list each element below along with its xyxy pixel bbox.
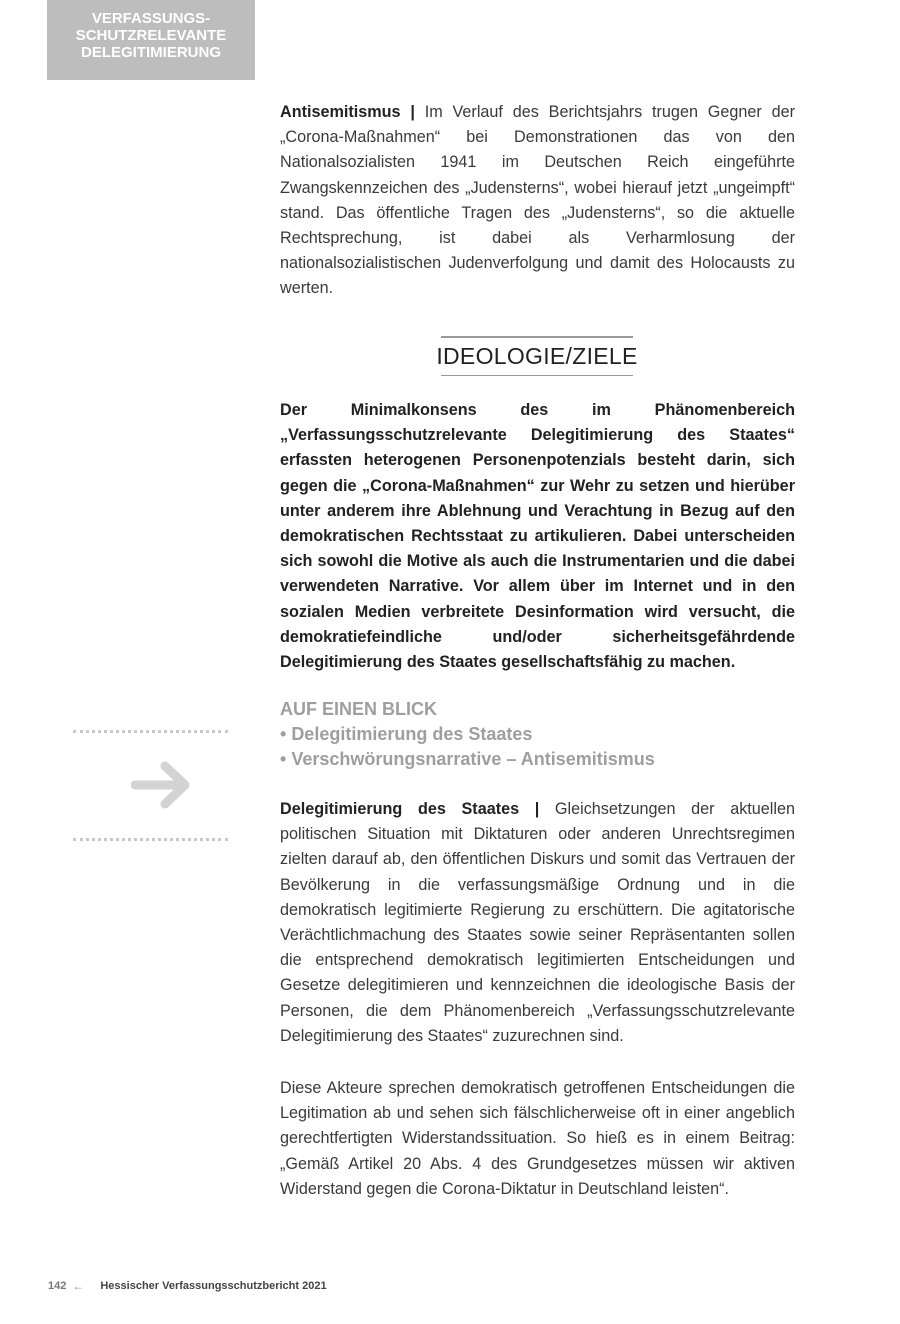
paragraph-antisemitismus	[280, 100, 795, 302]
page-number: 142	[48, 1280, 67, 1292]
section-tag	[47, 0, 255, 80]
lead-paragraph: Der Minimalkonsens des im Phänomenbereich „Verfassungsschutzrelevante Delegitimierung des Staates“ erfassten heterogenen Personenpotenzials besteht darin, sich gegen die „Corona-Maßnahmen“ zur Wehr zu setzen und hierüber unter anderem ihre Ablehnung und Verachtung in Bezug auf den demokratischen Rechtsstaat zu artikulieren. Dabei unterscheiden sich sowohl die Motive als auch die Instrumentarien und die dabei verwendeten Narrative. Vor allem über im Internet und in den sozialen Medien verbreitete Desinformation wird versucht, die demokratiefeindliche und/oder sicherheitsgefährdende Delegitimierung des Staates gesellschaftsfähig zu machen.	[280, 401, 795, 672]
section-tag-line-3: DELEGITIMIERUNG	[80, 43, 221, 61]
paragraph-label: Delegitimierung des Staates |	[280, 800, 540, 818]
section-heading: IDEOLOGIE/ZIELE	[436, 343, 638, 369]
list-item: • Delegitimierung des Staates	[280, 722, 795, 747]
dotted-divider-top	[73, 730, 228, 733]
right-arrow-icon	[131, 758, 195, 812]
page-footer	[48, 1279, 327, 1293]
paragraph-delegitimierung	[280, 797, 795, 1049]
paragraph-label: Antisemitismus |	[280, 103, 415, 121]
at-a-glance-title: AUF EINEN BLICK	[280, 699, 437, 719]
report-title: Hessischer Verfassungsschutzbericht 2021	[100, 1280, 327, 1292]
list-item: • Verschwörungsnarrative – Antisemitismus	[280, 747, 795, 772]
at-a-glance-box	[280, 697, 795, 772]
dotted-divider-bottom	[73, 838, 228, 841]
at-a-glance-list	[280, 722, 795, 772]
back-arrow-icon[interactable]: ←	[72, 1279, 85, 1293]
section-heading-box	[436, 336, 638, 376]
section-tag-line-2: SCHUTZRELEVANTE	[75, 26, 227, 44]
section-tag-line-1: VERFASSUNGS-	[91, 9, 211, 27]
paragraph-text: Gleichsetzungen der aktuellen politischen Situation mit Diktaturen oder anderen Unrechtsregimen zielten darauf ab, den öffentlichen Diskurs und somit das Vertrauen der Bevölkerung in die verfassungsmäßige Ordnung und in die demokratisch legitimierte Regierung zu erschüttern. Die agitatorische Verächtlichmachung des Staates sowie seiner Repräsentanten sollen die entsprechend demokratisch legitimierten Entscheidungen und Gesetze delegitimieren und kennzeichnen die ideologische Basis der Personen, die dem Phänomenbereich „Verfassungsschutzrelevante Delegitimierung des Staates“ zuzurechnen sind.	[280, 800, 795, 1045]
paragraph-akteure: Diese Akteure sprechen demokratisch getroffenen Entscheidungen die Legitimation ab und sehen sich fälschlicherweise oft in einer angeblich gerechtfertigten Widerstandssituation. So hieß es in einem Beitrag: „Gemäß Artikel 20 Abs. 4 des Grundgesetzes müssen wir aktiven Widerstand gegen die Corona-Diktatur in Deutschland leisten“.	[280, 1079, 795, 1198]
paragraph-text: Im Verlauf des Berichtsjahrs trugen Gegner der „Corona-Maßnahmen“ bei Demonstrationen das von den Nationalsozialisten 1941 im Deutschen Reich eingeführte Zwangskennzeichen des „Judensterns“, wobei hierauf jetzt „ungeimpft“ stand. Das öffentliche Tragen des „Judensterns“, so die aktuelle Rechtsprechung, ist dabei als Verharmlosung der nationalsozialistischen Judenverfolgung und damit des Holocausts zu werten.	[280, 103, 795, 298]
